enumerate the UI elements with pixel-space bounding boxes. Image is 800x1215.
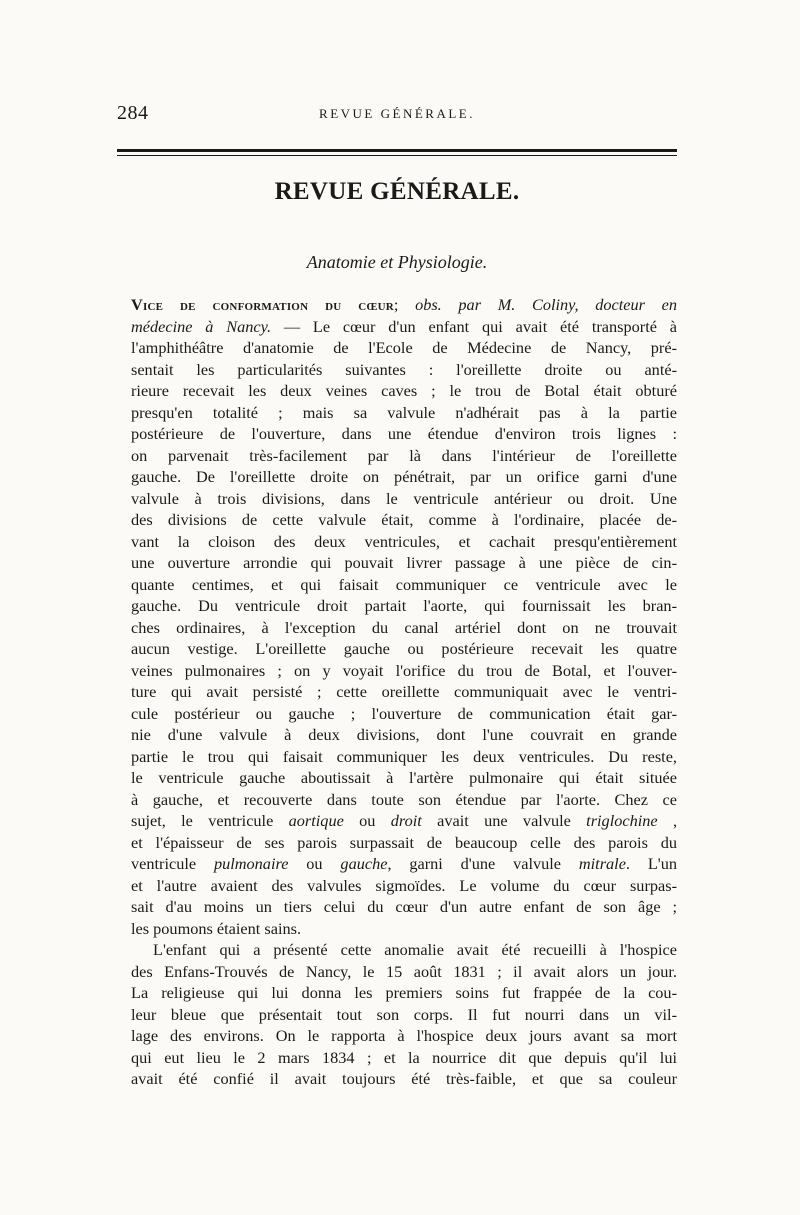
text-line: les poumons étaient sains. xyxy=(131,918,302,938)
text-line: aucun vestige. L'oreillette gauche ou postérieure recevait les quatre xyxy=(131,639,677,658)
running-head xyxy=(117,102,677,128)
text-line: sujet, le ventricule aortique ou droit avait une valvule triglochine , xyxy=(131,811,678,830)
article-body xyxy=(131,294,677,1090)
text-line: des divisions de cette valvule était, comme à l'ordinaire, placée de- xyxy=(131,510,677,529)
text-line: veines pulmonaires ; on y voyait l'orifice du trou de Botal, et l'ouver- xyxy=(131,660,677,680)
text-line: sait d'au moins un tiers celui du cœur d'un autre enfant de son âge ; xyxy=(131,897,677,916)
text-line: partie le trou qui faisait communiquer les deux ventricules. Du reste, xyxy=(131,746,677,766)
text-line: et l'autre avaient des valvules sigmoïdes. Le volume du cœur surpas- xyxy=(131,875,677,895)
text-line: des Enfans-Trouvés de Nancy, le 15 août 1831 ; il avait alors un jour. xyxy=(131,961,677,981)
text-line: gauche. Du ventricule droit partait l'aorte, qui fournissait les bran- xyxy=(131,596,677,615)
header-rule-thin xyxy=(117,155,677,156)
header-rule-thick xyxy=(117,149,677,152)
text-line: l'amphithéâtre d'anatomie de l'Ecole de Médecine de Nancy, pré- xyxy=(131,338,677,357)
text-line: on parvenait très-facilement par là dans l'intérieur de l'oreillette xyxy=(131,445,677,465)
text-line: ventricule pulmonaire ou gauche, garni d'une valvule mitrale. L'un xyxy=(131,854,678,873)
text-line: ches ordinaires, à l'exception du canal artériel dont on ne trouvait xyxy=(131,617,677,637)
text-line: La religieuse qui lui donna les premiers soins fut frappée de la cou- xyxy=(131,983,677,1002)
text-line: quante centimes, et qui faisait communiquer ce ventricule avec le xyxy=(131,574,677,594)
text-line: leur bleue que présentait tout son corps. Il fut nourri dans un vil- xyxy=(131,1004,677,1024)
text-line: gauche. De l'oreillette droite on pénétrait, par un orifice garni d'une xyxy=(131,467,677,486)
text-line: vant la cloison des deux ventricules, et cachait presqu'entièrement xyxy=(131,531,677,551)
text-line: sentait les particularités suivantes : l'oreillette droite ou anté- xyxy=(131,359,677,379)
running-title: REVUE GÉNÉRALE. xyxy=(319,106,475,121)
text-line: qui eut lieu le 2 mars 1834 ; et la nourrice dit que depuis qu'il lui xyxy=(131,1047,677,1067)
text-line: ture qui avait persisté ; cette oreillette communiquait avec le ventri- xyxy=(131,682,677,701)
text-line: lage des environs. On le rapporta à l'hospice deux jours avant sa mort xyxy=(131,1026,677,1045)
text-line: rieure recevait les deux veines caves ; le trou de Botal était obturé xyxy=(131,381,677,400)
text-line: nie d'une valvule à deux divisions, dont l'une couvrait en grande xyxy=(131,725,677,744)
text-line: L'enfant qui a présenté cette anomalie avait été recueilli à l'hospice xyxy=(153,940,677,959)
text-line: une ouverture arrondie qui pouvait livrer passage à une pièce de cin- xyxy=(131,553,677,572)
text-line: à gauche, et recouverte dans toute son étendue par l'aorte. Chez ce xyxy=(131,789,677,809)
section-title: Anatomie et Physiologie. xyxy=(306,252,488,272)
text-line: postérieure de l'ouverture, dans une étendue d'environ trois lignes : xyxy=(131,424,677,443)
text-line: et l'épaisseur de ses parois surpassait de beaucoup celle des parois du xyxy=(131,832,677,852)
article-byline: obs. par M. Coliny, docteur en xyxy=(415,295,677,314)
text-line: presqu'en totalité ; mais sa valvule n'adhérait pas à la partie xyxy=(131,402,677,422)
article-heading: Vice de conformation du cœur xyxy=(131,295,394,314)
text-line: avait été confié il avait toujours été très-faible, et que sa couleur xyxy=(131,1069,677,1088)
page-number: 284 xyxy=(117,102,149,124)
article-byline-end: médecine à Nancy. xyxy=(131,316,272,336)
text-line: cule postérieur ou gauche ; l'ouverture de communication était gar- xyxy=(131,703,677,723)
article-line-1: Vice de conformation du cœur; obs. par M. Coliny, docteur en xyxy=(131,295,677,314)
article-line-2: médecine à Nancy. — Le cœur d'un enfant qui avait été transporté à xyxy=(131,316,677,336)
text-line: valvule à trois divisions, dans le ventricule antérieur ou droit. Une xyxy=(131,488,677,508)
text-line: le ventricule gauche aboutissait à l'artère pulmonaire qui était située xyxy=(131,768,677,787)
main-title: REVUE GÉNÉRALE. xyxy=(274,178,520,205)
